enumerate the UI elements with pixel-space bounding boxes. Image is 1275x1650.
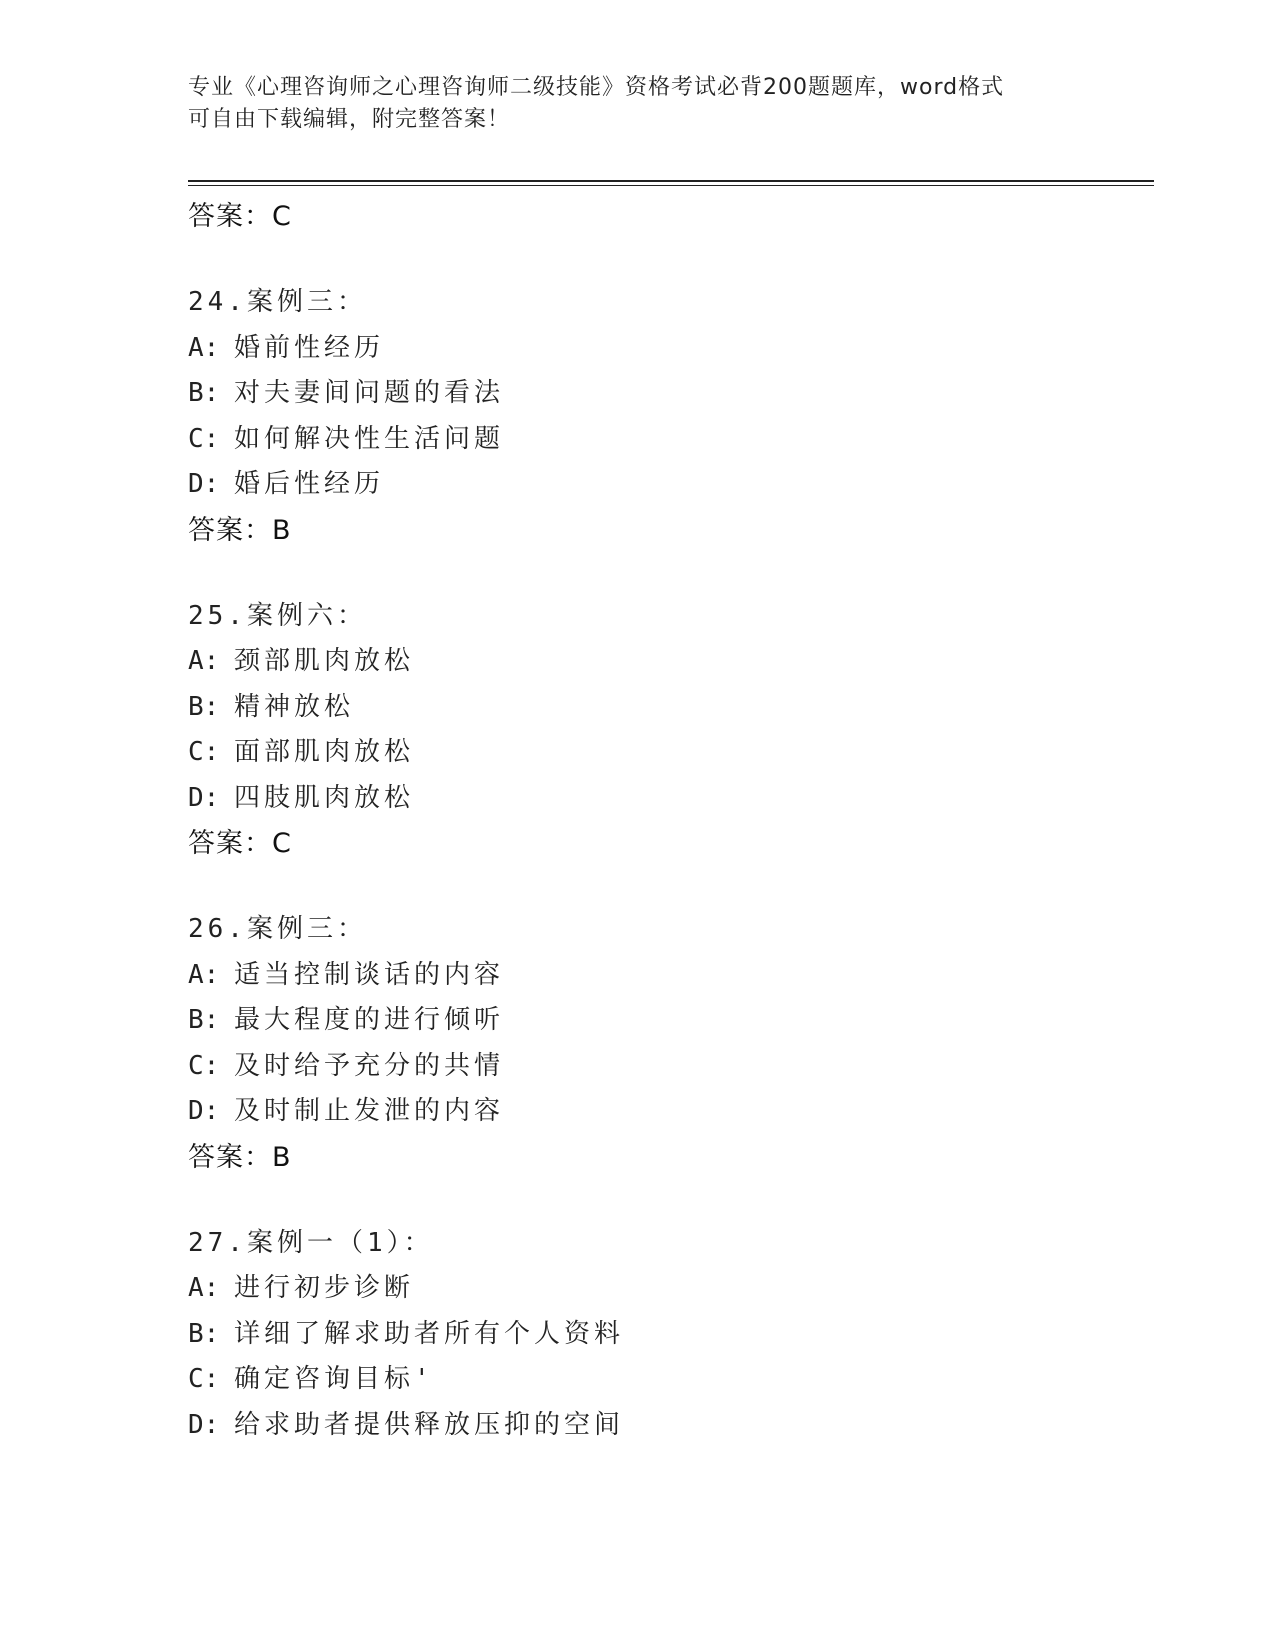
answer-line: 答案：B: [188, 514, 292, 546]
option-a: [188, 1266, 1148, 1312]
option-b: [188, 998, 1148, 1044]
option-text: 适当控制谈话的内容: [234, 959, 505, 990]
option-c: [188, 1044, 1148, 1090]
option-letter: D:: [188, 1409, 220, 1440]
option-c: [188, 1357, 1148, 1403]
document-header: [188, 72, 1088, 136]
option-d: [188, 462, 1148, 508]
option-text: 四肢肌肉放松: [234, 782, 415, 813]
header-line-2: 可自由下载编辑，附完整答案！: [188, 107, 511, 132]
option-text: 对夫妻间问题的看法: [234, 378, 505, 408]
option-text: 如何解决性生活问题: [234, 423, 505, 454]
option-letter: A:: [188, 646, 220, 676]
option-text: 及时制止发泄的内容: [234, 1096, 505, 1126]
option-a: [188, 639, 1148, 685]
option-text: 详细了解求助者所有个人资料: [234, 1318, 625, 1349]
header-divider-thin: [188, 185, 1154, 186]
option-text: 面部肌肉放松: [234, 737, 415, 767]
option-letter: D:: [188, 1096, 220, 1126]
option-a: [188, 326, 1148, 372]
option-letter: B:: [188, 1318, 220, 1349]
option-text: 进行初步诊断: [234, 1273, 415, 1303]
header-divider: [188, 180, 1154, 182]
answer-line: 答案：C: [188, 828, 292, 859]
question-title: 24.案例三：: [188, 287, 367, 317]
header-line-1: 专业《心理咨询师之心理咨询师二级技能》资格考试必背200题题库，word格式: [188, 75, 1005, 100]
option-letter: A:: [188, 959, 220, 990]
option-d: [188, 776, 1148, 822]
answer-line: 答案：B: [188, 1141, 292, 1173]
option-b: [188, 1312, 1148, 1358]
option-letter: C:: [188, 1364, 220, 1394]
option-text: 给求助者提供释放压抑的空间: [234, 1409, 625, 1440]
option-d: [188, 1403, 1148, 1449]
option-text: 最大程度的进行倾听: [234, 1005, 505, 1035]
option-text: 精神放松: [234, 691, 355, 722]
option-letter: D:: [188, 469, 220, 499]
option-d: [188, 1089, 1148, 1135]
option-b: [188, 371, 1148, 417]
option-letter: C:: [188, 737, 220, 767]
option-letter: B:: [188, 378, 220, 408]
option-c: [188, 730, 1148, 776]
option-letter: B:: [188, 1005, 220, 1035]
question-item: [188, 280, 1148, 554]
question-list: [188, 194, 1148, 1488]
option-letter: A:: [188, 332, 220, 363]
question-item: [188, 907, 1148, 1181]
option-letter: C:: [188, 1050, 220, 1081]
question-title: 26.案例三：: [188, 914, 367, 944]
option-text: 及时给予充分的共情: [234, 1050, 505, 1081]
option-a: [188, 953, 1148, 999]
option-text: 确定咨询目标': [234, 1364, 434, 1394]
previous-answer: 答案：C: [188, 201, 292, 232]
option-text: 婚后性经历: [234, 469, 385, 499]
option-letter: C:: [188, 423, 220, 454]
option-text: 婚前性经历: [234, 332, 385, 363]
option-b: [188, 685, 1148, 731]
question-title: 27.案例一（1）：: [188, 1227, 434, 1258]
question-title: 25.案例六：: [188, 600, 367, 631]
option-text: 颈部肌肉放松: [234, 646, 415, 676]
option-letter: B:: [188, 691, 220, 722]
question-item: [188, 594, 1148, 868]
question-item: [188, 1221, 1148, 1449]
option-letter: D:: [188, 782, 220, 813]
option-letter: A:: [188, 1273, 220, 1303]
option-c: [188, 417, 1148, 463]
